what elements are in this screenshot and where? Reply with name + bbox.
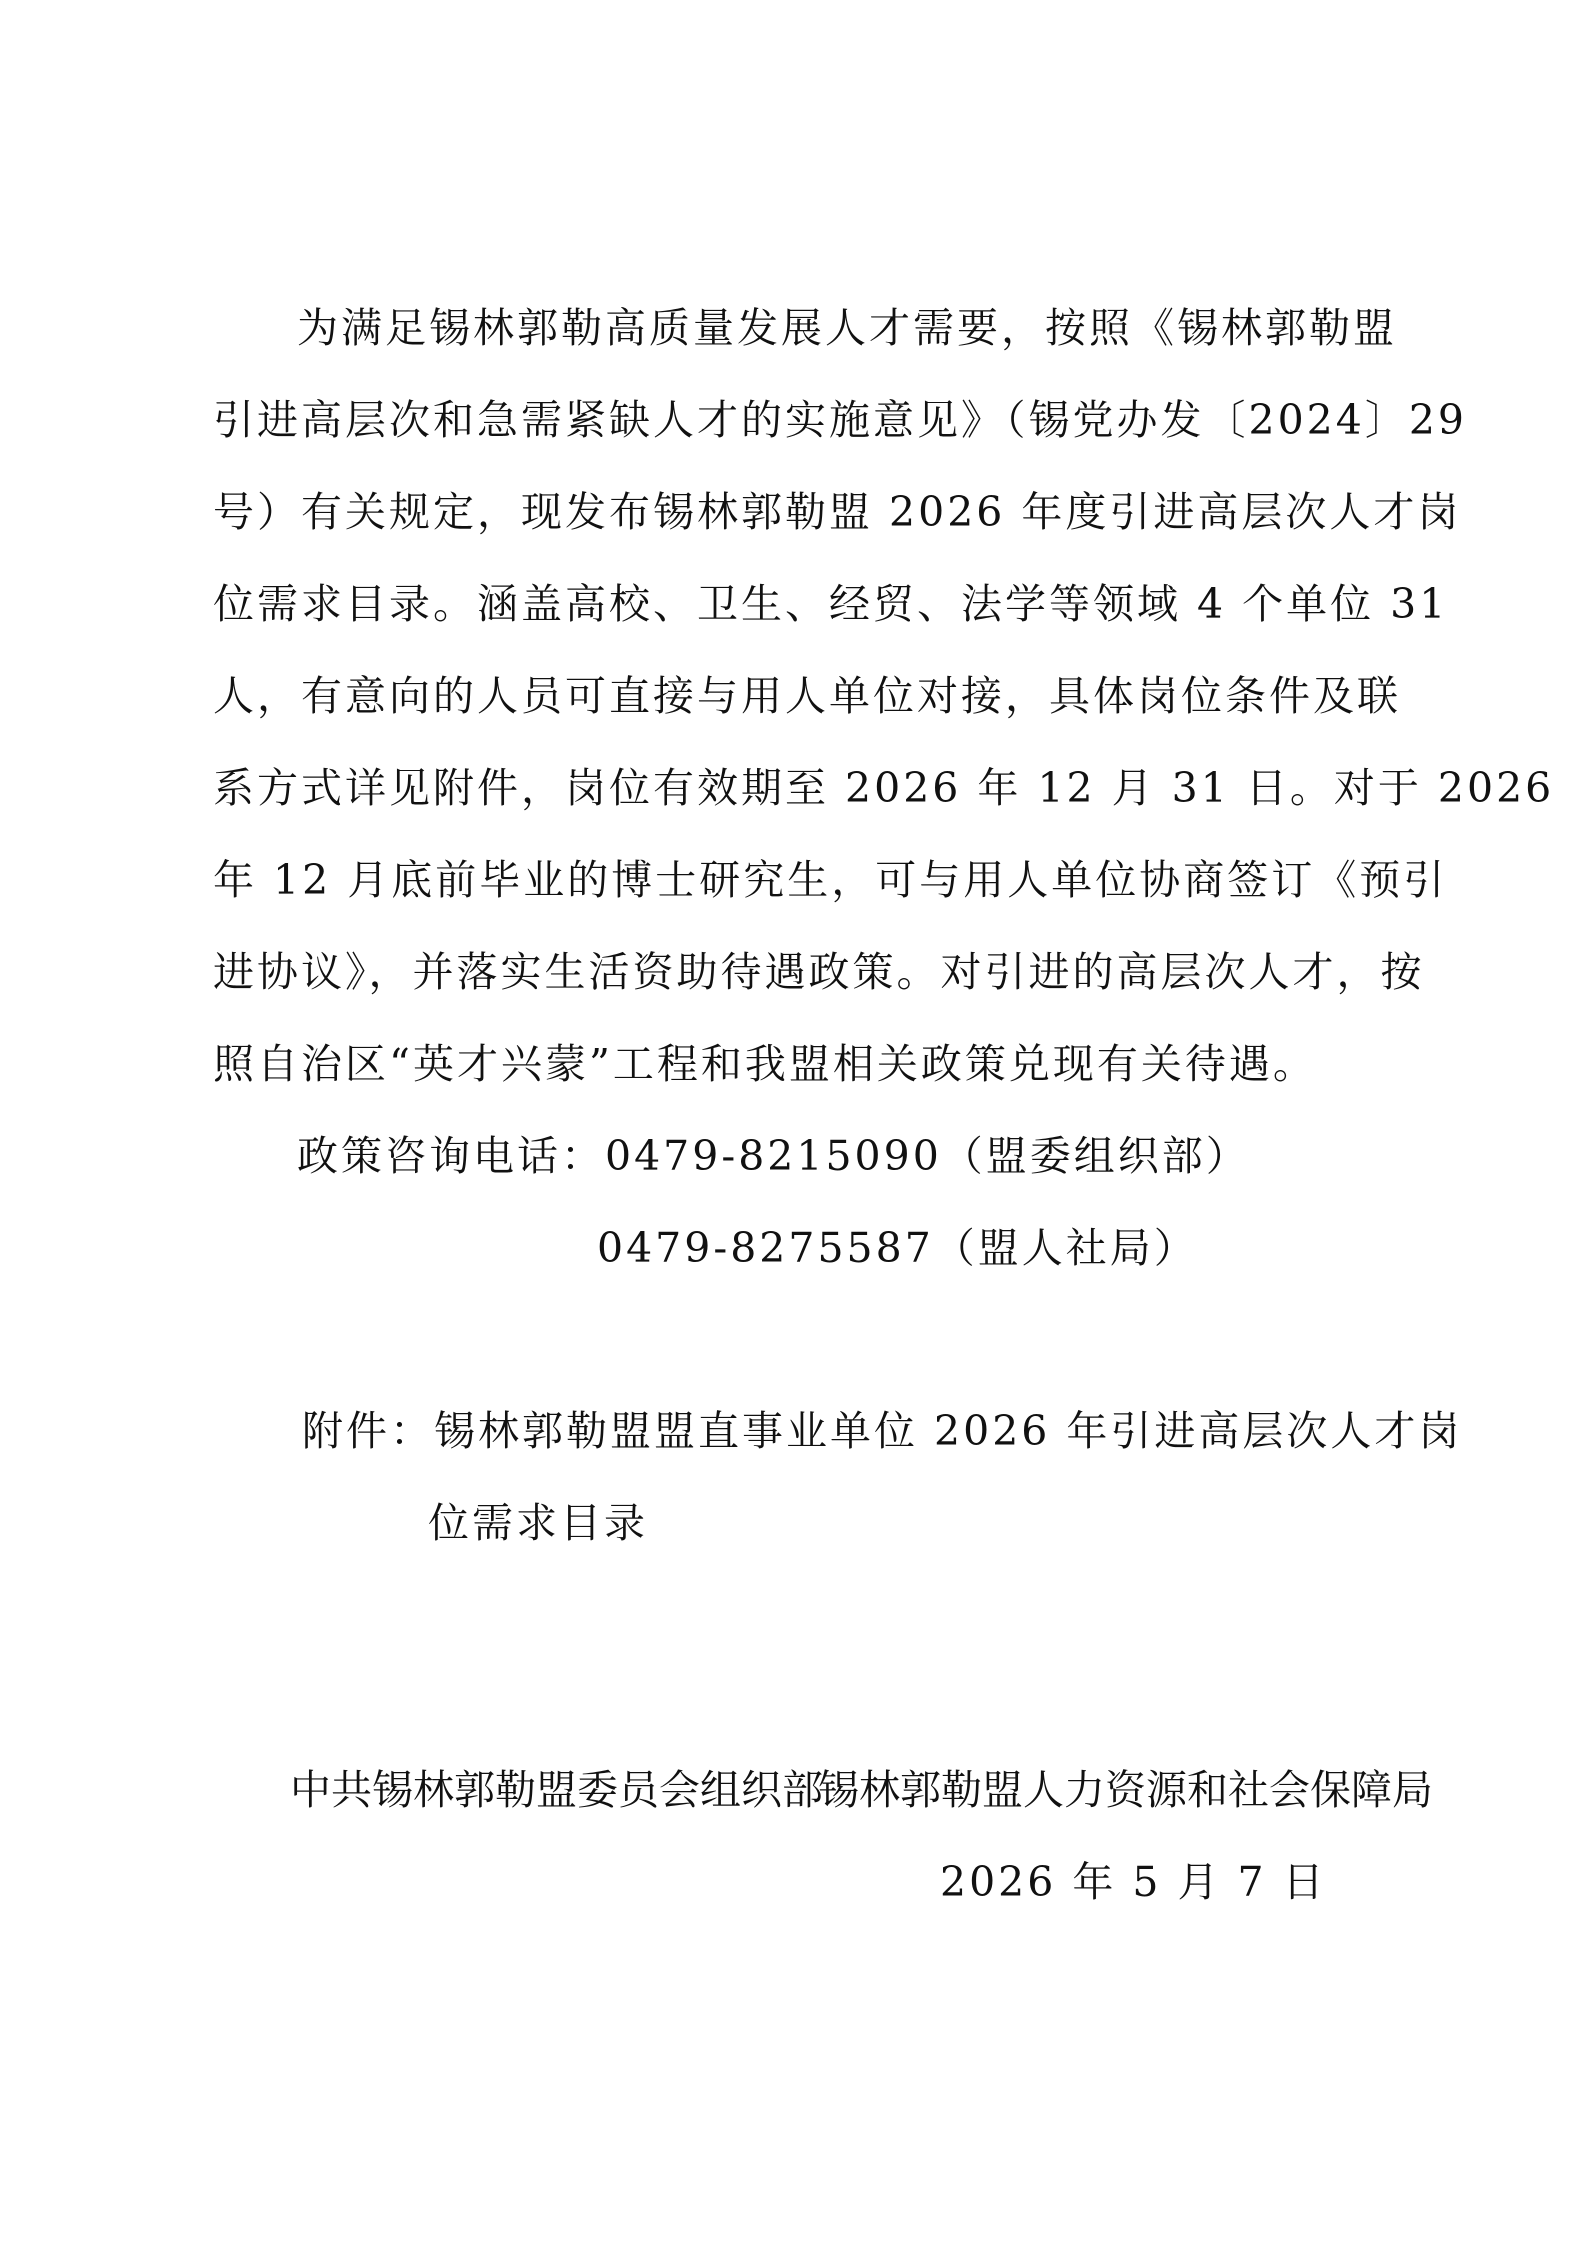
attachment-line-2: 位需求目录	[428, 1499, 648, 1547]
contact-phone-1: 0479-8215090（盟委组织部）	[605, 1132, 1250, 1180]
attachment-line-1: 附件：锡林郭勒盟盟直事业单位 2026 年引进高层次人才岗	[302, 1407, 1463, 1455]
signature-date: 2026 年 5 月 7 日	[940, 1858, 1327, 1906]
body-line: 年 12 月底前毕业的博士研究生，可与用人单位协商签订《预引	[213, 856, 1448, 904]
signature-org-1: 中共锡林郭勒盟委员会组织部	[290, 1766, 823, 1814]
body-line: 位需求目录。涵盖高校、卫生、经贸、法学等领域 4 个单位 31	[213, 580, 1449, 628]
body-line: 号）有关规定，现发布锡林郭勒盟 2026 年度引进高层次人才岗	[213, 488, 1462, 536]
body-line: 为满足锡林郭勒高质量发展人才需要，按照《锡林郭勒盟	[297, 304, 1397, 352]
body-line: 进协议》，并落实生活资助待遇政策。对引进的高层次人才，按	[213, 948, 1425, 996]
contact-label: 政策咨询电话：	[297, 1132, 605, 1180]
body-line: 人，有意向的人员可直接与用人单位对接，具体岗位条件及联	[213, 672, 1401, 720]
contact-phone-2: 0479-8275587（盟人社局）	[597, 1224, 1198, 1272]
signature-org-2: 锡林郭勒盟人力资源和社会保障局	[818, 1766, 1433, 1814]
body-line: 系方式详见附件，岗位有效期至 2026 年 12 月 31 日。对于 2026	[213, 764, 1555, 812]
body-line: 照自治区“英才兴蒙”工程和我盟相关政策兑现有关待遇。	[213, 1040, 1317, 1088]
contact-line-1	[297, 1126, 1250, 1186]
body-line: 引进高层次和急需紧缺人才的实施意见》（锡党办发〔2024〕29	[213, 396, 1468, 444]
